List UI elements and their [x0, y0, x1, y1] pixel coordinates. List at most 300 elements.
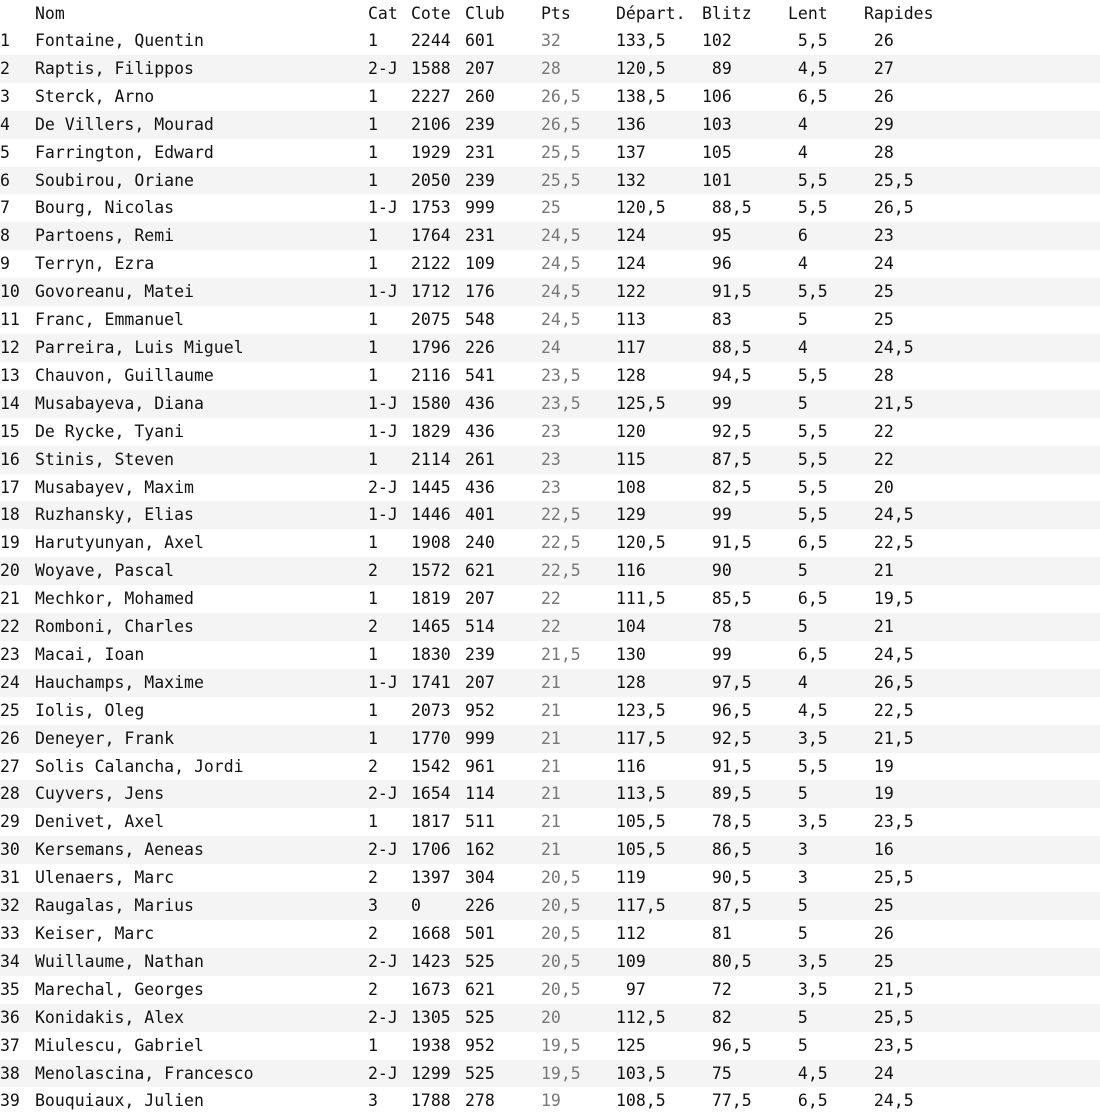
- rapides-cell: 23,5: [864, 812, 914, 832]
- blitz-cell: 99: [702, 644, 732, 664]
- club-cell: 226: [465, 896, 495, 916]
- table-row: [0, 474, 1100, 502]
- lent-cell: 3,5: [788, 812, 828, 832]
- col-header-nom: Nom: [35, 4, 65, 23]
- table-row: [0, 1060, 1100, 1088]
- table-row: [0, 55, 1100, 83]
- points-cell: 22,5: [541, 533, 581, 553]
- category-cell: 2-J: [368, 784, 398, 804]
- blitz-cell: 85,5: [702, 589, 752, 609]
- blitz-cell: 88,5: [702, 198, 752, 218]
- points-cell: 24,5: [541, 226, 581, 246]
- lent-cell: 5: [788, 784, 808, 804]
- table-row: [0, 306, 1100, 334]
- player-name-cell: Denivet, Axel: [35, 812, 165, 832]
- club-cell: 207: [465, 672, 495, 692]
- rapides-cell: 28: [864, 365, 894, 385]
- rating-cell: 1817: [411, 812, 451, 832]
- lent-cell: 5,5: [788, 198, 828, 218]
- category-cell: 2: [368, 561, 378, 581]
- lent-cell: 5: [788, 924, 808, 943]
- rank-cell: 27: [0, 756, 20, 776]
- rating-cell: 1770: [411, 728, 451, 748]
- table-row: [0, 278, 1100, 306]
- blitz-cell: 91,5: [702, 533, 752, 553]
- table-row: [0, 27, 1100, 55]
- points-cell: 23: [541, 421, 561, 441]
- category-cell: 2-J: [368, 1063, 398, 1083]
- category-cell: 1: [368, 310, 378, 330]
- player-name-cell: Terryn, Ezra: [35, 254, 155, 274]
- blitz-cell: 83: [702, 310, 732, 330]
- rank-cell: 16: [0, 449, 20, 469]
- lent-cell: 5: [788, 1035, 808, 1055]
- player-name-cell: Macai, Ioan: [35, 644, 145, 664]
- blitz-cell: 105: [702, 142, 732, 162]
- club-cell: 239: [465, 170, 495, 190]
- rank-cell: 24: [0, 672, 20, 692]
- player-name-cell: Kersemans, Aeneas: [35, 840, 204, 860]
- departage-cell: 120,5: [616, 198, 666, 218]
- points-cell: 21: [541, 840, 561, 860]
- club-cell: 226: [465, 337, 495, 357]
- lent-cell: 4: [788, 672, 808, 692]
- rapides-cell: 24,5: [864, 1091, 914, 1111]
- col-header-club: Club: [465, 4, 505, 23]
- rating-cell: 1788: [411, 1091, 451, 1111]
- club-cell: 511: [465, 812, 495, 832]
- category-cell: 1: [368, 365, 378, 385]
- player-name-cell: Stinis, Steven: [35, 449, 175, 469]
- rank-cell: 19: [0, 533, 20, 553]
- points-cell: 21: [541, 672, 561, 692]
- category-cell: 1: [368, 700, 378, 720]
- player-name-cell: Ulenaers, Marc: [35, 868, 175, 888]
- departage-cell: 129: [616, 505, 646, 525]
- lent-cell: 4: [788, 114, 808, 134]
- table-row: [0, 362, 1100, 390]
- rank-cell: 5: [0, 142, 10, 162]
- col-header-rapides: Rapides: [864, 4, 934, 23]
- points-cell: 24,5: [541, 282, 581, 302]
- rating-cell: 2050: [411, 170, 451, 190]
- table-row: [0, 446, 1100, 474]
- lent-cell: 5,5: [788, 365, 828, 385]
- lent-cell: 3,5: [788, 979, 828, 999]
- blitz-cell: 89: [702, 58, 732, 78]
- player-name-cell: Fontaine, Quentin: [35, 31, 204, 50]
- rapides-cell: 24,5: [864, 505, 914, 525]
- player-name-cell: Menolascina, Francesco: [35, 1063, 254, 1083]
- club-cell: 999: [465, 198, 495, 218]
- table-row: [0, 250, 1100, 278]
- blitz-cell: 91,5: [702, 282, 752, 302]
- rapides-cell: 24,5: [864, 644, 914, 664]
- club-cell: 525: [465, 1007, 495, 1027]
- rapides-cell: 19: [864, 784, 894, 804]
- club-cell: 621: [465, 979, 495, 999]
- category-cell: 1: [368, 114, 378, 134]
- club-cell: 525: [465, 951, 495, 971]
- rank-cell: 28: [0, 784, 20, 804]
- table-row: [0, 1032, 1100, 1060]
- blitz-cell: 92,5: [702, 728, 752, 748]
- rank-cell: 20: [0, 561, 20, 581]
- club-cell: 261: [465, 449, 495, 469]
- points-cell: 26,5: [541, 114, 581, 134]
- player-name-cell: Solis Calancha, Jordi: [35, 756, 244, 776]
- lent-cell: 4,5: [788, 1063, 828, 1083]
- table-row: [0, 892, 1100, 920]
- blitz-cell: 87,5: [702, 449, 752, 469]
- rank-cell: 1: [0, 31, 10, 50]
- rank-cell: 31: [0, 868, 20, 888]
- blitz-cell: 78,5: [702, 812, 752, 832]
- lent-cell: 5,5: [788, 31, 828, 50]
- rating-cell: 1542: [411, 756, 451, 776]
- lent-cell: 3: [788, 840, 808, 860]
- rapides-cell: 25: [864, 896, 894, 916]
- rank-cell: 34: [0, 951, 20, 971]
- rapides-cell: 27: [864, 58, 894, 78]
- lent-cell: 6,5: [788, 1091, 828, 1111]
- rating-cell: 1465: [411, 617, 451, 637]
- blitz-cell: 94,5: [702, 365, 752, 385]
- category-cell: 1: [368, 728, 378, 748]
- rating-cell: 1668: [411, 924, 451, 943]
- category-cell: 3: [368, 896, 378, 916]
- player-name-cell: Sterck, Arno: [35, 86, 155, 106]
- lent-cell: 4: [788, 337, 808, 357]
- category-cell: 1-J: [368, 672, 398, 692]
- club-cell: 109: [465, 254, 495, 274]
- club-cell: 548: [465, 310, 495, 330]
- club-cell: 621: [465, 561, 495, 581]
- club-cell: 278: [465, 1091, 495, 1111]
- table-row: [0, 139, 1100, 167]
- departage-cell: 117,5: [616, 896, 666, 916]
- category-cell: 2-J: [368, 1007, 398, 1027]
- category-cell: 1: [368, 226, 378, 246]
- rating-cell: 1819: [411, 589, 451, 609]
- rating-cell: 1445: [411, 477, 451, 497]
- rating-cell: 1397: [411, 868, 451, 888]
- points-cell: 23,5: [541, 393, 581, 413]
- points-cell: 22,5: [541, 505, 581, 525]
- rank-cell: 10: [0, 282, 20, 302]
- points-cell: 22: [541, 589, 561, 609]
- departage-cell: 132: [616, 170, 646, 190]
- rating-cell: 1712: [411, 282, 451, 302]
- category-cell: 2: [368, 756, 378, 776]
- points-cell: 20: [541, 1007, 561, 1027]
- table-row: [0, 920, 1100, 948]
- points-cell: 24,5: [541, 254, 581, 274]
- lent-cell: 5,5: [788, 449, 828, 469]
- departage-cell: 111,5: [616, 589, 666, 609]
- blitz-cell: 96,5: [702, 1035, 752, 1055]
- rapides-cell: 25,5: [864, 1007, 914, 1027]
- table-row: [0, 111, 1100, 139]
- rating-cell: 2106: [411, 114, 451, 134]
- departage-cell: 137: [616, 142, 646, 162]
- table-row: [0, 418, 1100, 446]
- rating-cell: 2244: [411, 31, 451, 50]
- col-header-depart: Départ.: [616, 4, 686, 23]
- player-name-cell: Deneyer, Frank: [35, 728, 175, 748]
- blitz-cell: 75: [702, 1063, 732, 1083]
- category-cell: 1-J: [368, 421, 398, 441]
- table-row: [0, 697, 1100, 725]
- departage-cell: 103,5: [616, 1063, 666, 1083]
- category-cell: 1: [368, 449, 378, 469]
- table-row: [0, 753, 1100, 781]
- rating-cell: 1572: [411, 561, 451, 581]
- points-cell: 25: [541, 198, 561, 218]
- club-cell: 961: [465, 756, 495, 776]
- lent-cell: 5,5: [788, 170, 828, 190]
- points-cell: 21: [541, 756, 561, 776]
- points-cell: 22: [541, 617, 561, 637]
- rating-cell: 1830: [411, 644, 451, 664]
- rank-cell: 6: [0, 170, 10, 190]
- table-row: [0, 557, 1100, 585]
- club-cell: 601: [465, 31, 495, 50]
- rank-cell: 25: [0, 700, 20, 720]
- departage-cell: 124: [616, 254, 646, 274]
- category-cell: 1-J: [368, 393, 398, 413]
- departage-cell: 120,5: [616, 533, 666, 553]
- blitz-cell: 95: [702, 226, 732, 246]
- table-row: [0, 585, 1100, 613]
- rapides-cell: 24: [864, 254, 894, 274]
- rapides-cell: 16: [864, 840, 894, 860]
- table-row: [0, 334, 1100, 362]
- rating-cell: 1588: [411, 58, 451, 78]
- points-cell: 19,5: [541, 1063, 581, 1083]
- club-cell: 240: [465, 533, 495, 553]
- lent-cell: 3,5: [788, 951, 828, 971]
- table-row: [0, 725, 1100, 753]
- departage-cell: 122: [616, 282, 646, 302]
- rank-cell: 38: [0, 1063, 20, 1083]
- blitz-cell: 97,5: [702, 672, 752, 692]
- rank-cell: 11: [0, 310, 20, 330]
- rapides-cell: 19,5: [864, 589, 914, 609]
- table-row: [0, 167, 1100, 195]
- departage-cell: 119: [616, 868, 646, 888]
- rapides-cell: 25,5: [864, 868, 914, 888]
- lent-cell: 5: [788, 1007, 808, 1027]
- rank-cell: 32: [0, 896, 20, 916]
- lent-cell: 6,5: [788, 533, 828, 553]
- lent-cell: 6,5: [788, 589, 828, 609]
- table-row: [0, 222, 1100, 250]
- category-cell: 1: [368, 86, 378, 106]
- table-row: [0, 780, 1100, 808]
- departage-cell: 128: [616, 365, 646, 385]
- rank-cell: 29: [0, 812, 20, 832]
- table-row: [0, 390, 1100, 418]
- category-cell: 1-J: [368, 282, 398, 302]
- blitz-cell: 82,5: [702, 477, 752, 497]
- rating-cell: 1299: [411, 1063, 451, 1083]
- rank-cell: 22: [0, 617, 20, 637]
- rating-cell: 1908: [411, 533, 451, 553]
- rank-cell: 36: [0, 1007, 20, 1027]
- blitz-cell: 89,5: [702, 784, 752, 804]
- rank-cell: 30: [0, 840, 20, 860]
- rating-cell: 2122: [411, 254, 451, 274]
- player-name-cell: Woyave, Pascal: [35, 561, 175, 581]
- table-row: [0, 194, 1100, 222]
- rank-cell: 2: [0, 58, 10, 78]
- rank-cell: 12: [0, 337, 20, 357]
- departage-cell: 138,5: [616, 86, 666, 106]
- club-cell: 114: [465, 784, 495, 804]
- rapides-cell: 24,5: [864, 337, 914, 357]
- club-cell: 207: [465, 58, 495, 78]
- points-cell: 21,5: [541, 644, 581, 664]
- club-cell: 231: [465, 226, 495, 246]
- rapides-cell: 22,5: [864, 533, 914, 553]
- rapides-cell: 26,5: [864, 672, 914, 692]
- rating-cell: 1741: [411, 672, 451, 692]
- table-row: [0, 836, 1100, 864]
- table-row: [0, 1004, 1100, 1032]
- points-cell: 21: [541, 728, 561, 748]
- col-header-rank: [0, 0, 35, 27]
- table-row: [0, 669, 1100, 697]
- rapides-cell: 26,5: [864, 198, 914, 218]
- lent-cell: 3,5: [788, 728, 828, 748]
- points-cell: 20,5: [541, 868, 581, 888]
- lent-cell: 5: [788, 393, 808, 413]
- blitz-cell: 106: [702, 86, 732, 106]
- rating-cell: 2227: [411, 86, 451, 106]
- points-cell: 23: [541, 477, 561, 497]
- category-cell: 3: [368, 1091, 378, 1111]
- departage-cell: 112: [616, 924, 646, 943]
- rapides-cell: 22: [864, 449, 894, 469]
- rapides-cell: 28: [864, 142, 894, 162]
- points-cell: 24,5: [541, 310, 581, 330]
- departage-cell: 130: [616, 644, 646, 664]
- points-cell: 20,5: [541, 924, 581, 943]
- rank-cell: 39: [0, 1091, 20, 1111]
- rapides-cell: 25: [864, 951, 894, 971]
- club-cell: 541: [465, 365, 495, 385]
- lent-cell: 5,5: [788, 477, 828, 497]
- table-row: [0, 948, 1100, 976]
- blitz-cell: 90: [702, 561, 732, 581]
- rating-cell: 2075: [411, 310, 451, 330]
- blitz-cell: 80,5: [702, 951, 752, 971]
- departage-cell: 117: [616, 337, 646, 357]
- club-cell: 162: [465, 840, 495, 860]
- departage-cell: 109: [616, 951, 646, 971]
- departage-cell: 125,5: [616, 393, 666, 413]
- col-header-cat: Cat: [368, 4, 398, 23]
- points-cell: 23: [541, 449, 561, 469]
- category-cell: 1: [368, 170, 378, 190]
- category-cell: 2-J: [368, 840, 398, 860]
- points-cell: 20,5: [541, 979, 581, 999]
- points-cell: 20,5: [541, 951, 581, 971]
- rating-cell: 1929: [411, 142, 451, 162]
- blitz-cell: 88,5: [702, 337, 752, 357]
- rating-cell: 1706: [411, 840, 451, 860]
- lent-cell: 5,5: [788, 756, 828, 776]
- rank-cell: 35: [0, 979, 20, 999]
- rating-cell: 1753: [411, 198, 451, 218]
- departage-cell: 120: [616, 421, 646, 441]
- lent-cell: 4: [788, 142, 808, 162]
- points-cell: 25,5: [541, 142, 581, 162]
- rank-cell: 15: [0, 421, 20, 441]
- table-row: [0, 808, 1100, 836]
- player-name-cell: Musabayeva, Diana: [35, 393, 204, 413]
- club-cell: 501: [465, 924, 495, 943]
- blitz-cell: 72: [702, 979, 732, 999]
- blitz-cell: 99: [702, 393, 732, 413]
- player-name-cell: Cuyvers, Jens: [35, 784, 165, 804]
- rating-cell: 1446: [411, 505, 451, 525]
- rapides-cell: 22: [864, 421, 894, 441]
- departage-cell: 117,5: [616, 728, 666, 748]
- lent-cell: 5: [788, 561, 808, 581]
- rank-cell: 14: [0, 393, 20, 413]
- player-name-cell: Farrington, Edward: [35, 142, 214, 162]
- club-cell: 231: [465, 142, 495, 162]
- blitz-cell: 92,5: [702, 421, 752, 441]
- blitz-cell: 101: [702, 170, 732, 190]
- lent-cell: 5,5: [788, 505, 828, 525]
- player-name-cell: Wuillaume, Nathan: [35, 951, 204, 971]
- category-cell: 2-J: [368, 477, 398, 497]
- rapides-cell: 26: [864, 31, 894, 50]
- rapides-cell: 26: [864, 86, 894, 106]
- category-cell: 1-J: [368, 198, 398, 218]
- rapides-cell: 25: [864, 310, 894, 330]
- points-cell: 20,5: [541, 896, 581, 916]
- departage-cell: 125: [616, 1035, 646, 1055]
- rank-cell: 9: [0, 254, 10, 274]
- club-cell: 525: [465, 1063, 495, 1083]
- rapides-cell: 21,5: [864, 728, 914, 748]
- departage-cell: 123,5: [616, 700, 666, 720]
- points-cell: 32: [541, 31, 561, 50]
- blitz-cell: 82: [702, 1007, 732, 1027]
- category-cell: 1: [368, 337, 378, 357]
- rating-cell: 1580: [411, 393, 451, 413]
- rating-cell: 1938: [411, 1035, 451, 1055]
- blitz-cell: 77,5: [702, 1091, 752, 1111]
- departage-cell: 113,5: [616, 784, 666, 804]
- category-cell: 2: [368, 617, 378, 637]
- player-name-cell: Keiser, Marc: [35, 924, 155, 943]
- rapides-cell: 22,5: [864, 700, 914, 720]
- departage-cell: 105,5: [616, 840, 666, 860]
- departage-cell: 108,5: [616, 1091, 666, 1111]
- category-cell: 2-J: [368, 58, 398, 78]
- col-header-pts: Pts: [541, 4, 571, 23]
- category-cell: 2: [368, 868, 378, 888]
- blitz-cell: 99: [702, 505, 732, 525]
- player-name-cell: Soubirou, Oriane: [35, 170, 194, 190]
- lent-cell: 5,5: [788, 421, 828, 441]
- rating-cell: 2073: [411, 700, 451, 720]
